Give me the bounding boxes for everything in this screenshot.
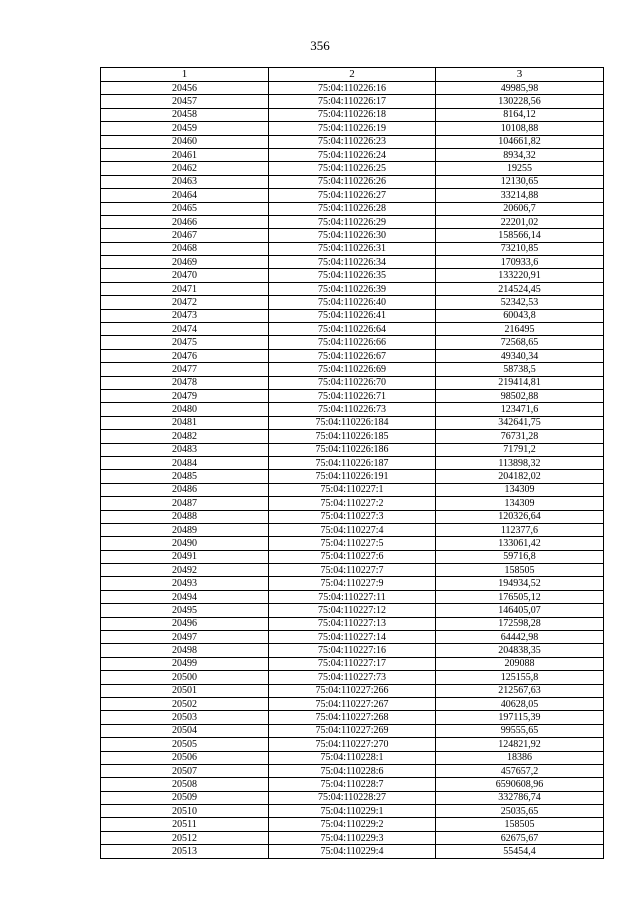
value-cell: 204838,35 (436, 644, 604, 657)
row-number-cell: 20493 (101, 577, 269, 590)
table-row (101, 309, 604, 322)
cadastral-number-cell: 75:04:110229:2 (269, 818, 436, 831)
value-cell: 123471,6 (436, 403, 604, 416)
row-number-cell: 20475 (101, 336, 269, 349)
table-row (101, 724, 604, 737)
cadastral-number-cell: 75:04:110229:3 (269, 831, 436, 844)
table-row (101, 363, 604, 376)
table-row (101, 336, 604, 349)
row-number-cell: 20482 (101, 430, 269, 443)
cadastral-number-cell: 75:04:110226:191 (269, 470, 436, 483)
value-cell: 214524,45 (436, 282, 604, 295)
value-cell: 204182,02 (436, 470, 604, 483)
row-number-cell: 20468 (101, 242, 269, 255)
value-cell: 197115,39 (436, 711, 604, 724)
table-row (101, 229, 604, 242)
table-row (101, 657, 604, 670)
value-cell: 12130,65 (436, 175, 604, 188)
value-cell: 133061,42 (436, 537, 604, 550)
row-number-cell: 20511 (101, 818, 269, 831)
cadastral-number-cell: 75:04:110226:19 (269, 122, 436, 135)
row-number-cell: 20459 (101, 122, 269, 135)
cadastral-number-cell: 75:04:110227:11 (269, 590, 436, 603)
cadastral-number-cell: 75:04:110227:6 (269, 550, 436, 563)
table-row (101, 778, 604, 791)
row-number-cell: 20480 (101, 403, 269, 416)
cadastral-number-cell: 75:04:110228:27 (269, 791, 436, 804)
value-cell: 33214,88 (436, 189, 604, 202)
row-number-cell: 20500 (101, 671, 269, 684)
table-row (101, 483, 604, 496)
table-row (101, 148, 604, 161)
cadastral-number-cell: 75:04:110226:24 (269, 148, 436, 161)
row-number-cell: 20476 (101, 349, 269, 362)
value-cell: 124821,92 (436, 738, 604, 751)
row-number-cell: 20502 (101, 697, 269, 710)
table-row (101, 376, 604, 389)
row-number-cell: 20492 (101, 564, 269, 577)
cadastral-number-cell: 75:04:110229:4 (269, 845, 436, 858)
row-number-cell: 20489 (101, 523, 269, 536)
row-number-cell: 20469 (101, 256, 269, 269)
table-row (101, 403, 604, 416)
cadastral-number-cell: 75:04:110228:7 (269, 778, 436, 791)
table-row (101, 711, 604, 724)
table-row (101, 456, 604, 469)
value-cell: 98502,88 (436, 389, 604, 402)
cadastral-number-cell: 75:04:110227:14 (269, 631, 436, 644)
table-row (101, 550, 604, 563)
table-row (101, 604, 604, 617)
cadastral-number-cell: 75:04:110226:70 (269, 376, 436, 389)
row-number-cell: 20506 (101, 751, 269, 764)
row-number-cell: 20508 (101, 778, 269, 791)
row-number-cell: 20457 (101, 95, 269, 108)
cadastral-number-cell: 75:04:110227:268 (269, 711, 436, 724)
value-cell: 76731,28 (436, 430, 604, 443)
cadastral-number-cell: 75:04:110227:13 (269, 617, 436, 630)
value-cell: 158566,14 (436, 229, 604, 242)
value-cell: 112377,6 (436, 523, 604, 536)
cadastral-number-cell: 75:04:110227:1 (269, 483, 436, 496)
value-cell: 194934,52 (436, 577, 604, 590)
cadastral-number-cell: 75:04:110226:186 (269, 443, 436, 456)
table-row (101, 684, 604, 697)
cadastral-number-cell: 75:04:110226:69 (269, 363, 436, 376)
row-number-cell: 20465 (101, 202, 269, 215)
cadastral-number-cell: 75:04:110226:66 (269, 336, 436, 349)
cadastral-number-cell: 75:04:110226:23 (269, 135, 436, 148)
cadastral-number-cell: 75:04:110227:4 (269, 523, 436, 536)
column-header-2: 2 (269, 68, 436, 82)
cadastral-number-cell: 75:04:110226:67 (269, 349, 436, 362)
row-number-cell: 20478 (101, 376, 269, 389)
value-cell: 49985,98 (436, 82, 604, 95)
value-cell: 19255 (436, 162, 604, 175)
table-row (101, 202, 604, 215)
cadastral-number-cell: 75:04:110229:1 (269, 805, 436, 818)
value-cell: 59716,8 (436, 550, 604, 563)
cadastral-number-cell: 75:04:110226:29 (269, 215, 436, 228)
row-number-cell: 20483 (101, 443, 269, 456)
row-number-cell: 20488 (101, 510, 269, 523)
table-row (101, 122, 604, 135)
row-number-cell: 20474 (101, 323, 269, 336)
row-number-cell: 20510 (101, 805, 269, 818)
row-number-cell: 20512 (101, 831, 269, 844)
cadastral-number-cell: 75:04:110227:17 (269, 657, 436, 670)
value-cell: 216495 (436, 323, 604, 336)
cadastral-number-cell: 75:04:110228:6 (269, 764, 436, 777)
table-row (101, 617, 604, 630)
cadastral-number-cell: 75:04:110226:18 (269, 108, 436, 121)
row-number-cell: 20485 (101, 470, 269, 483)
cadastral-number-cell: 75:04:110227:3 (269, 510, 436, 523)
cadastral-number-cell: 75:04:110226:184 (269, 416, 436, 429)
table-row (101, 590, 604, 603)
value-cell: 55454,4 (436, 845, 604, 858)
value-cell: 172598,28 (436, 617, 604, 630)
cadastral-number-cell: 75:04:110226:27 (269, 189, 436, 202)
value-cell: 125155,8 (436, 671, 604, 684)
value-cell: 342641,75 (436, 416, 604, 429)
cadastral-number-cell: 75:04:110226:28 (269, 202, 436, 215)
table-row (101, 389, 604, 402)
row-number-cell: 20490 (101, 537, 269, 550)
cadastral-number-cell: 75:04:110227:7 (269, 564, 436, 577)
cadastral-number-cell: 75:04:110226:31 (269, 242, 436, 255)
row-number-cell: 20484 (101, 456, 269, 469)
table-row (101, 349, 604, 362)
row-number-cell: 20507 (101, 764, 269, 777)
value-cell: 71791,2 (436, 443, 604, 456)
column-header-3: 3 (436, 68, 604, 82)
row-number-cell: 20464 (101, 189, 269, 202)
value-cell: 176505,12 (436, 590, 604, 603)
cadastral-number-cell: 75:04:110227:73 (269, 671, 436, 684)
value-cell: 72568,65 (436, 336, 604, 349)
cadastral-number-cell: 75:04:110227:9 (269, 577, 436, 590)
table-row (101, 430, 604, 443)
table-row (101, 108, 604, 121)
value-cell: 130228,56 (436, 95, 604, 108)
row-number-cell: 20496 (101, 617, 269, 630)
value-cell: 8934,32 (436, 148, 604, 161)
row-number-cell: 20479 (101, 389, 269, 402)
table-row (101, 175, 604, 188)
row-number-cell: 20481 (101, 416, 269, 429)
value-cell: 209088 (436, 657, 604, 670)
table-row (101, 323, 604, 336)
cadastral-number-cell: 75:04:110226:71 (269, 389, 436, 402)
value-cell: 8164,12 (436, 108, 604, 121)
value-cell: 6590608,96 (436, 778, 604, 791)
value-cell: 58738,5 (436, 363, 604, 376)
cadastral-number-cell: 75:04:110226:30 (269, 229, 436, 242)
row-number-cell: 20497 (101, 631, 269, 644)
row-number-cell: 20509 (101, 791, 269, 804)
row-number-cell: 20494 (101, 590, 269, 603)
cadastral-number-cell: 75:04:110226:34 (269, 256, 436, 269)
table-row (101, 845, 604, 858)
value-cell: 146405,07 (436, 604, 604, 617)
column-header-1: 1 (101, 68, 269, 82)
cadastral-table (100, 67, 604, 859)
cadastral-number-cell: 75:04:110227:12 (269, 604, 436, 617)
value-cell: 219414,81 (436, 376, 604, 389)
value-cell: 18386 (436, 751, 604, 764)
table-header-row (101, 68, 604, 82)
row-number-cell: 20461 (101, 148, 269, 161)
table-row (101, 215, 604, 228)
cadastral-number-cell: 75:04:110226:17 (269, 95, 436, 108)
table-row (101, 282, 604, 295)
table-body (101, 82, 604, 859)
table-row (101, 443, 604, 456)
row-number-cell: 20462 (101, 162, 269, 175)
cadastral-number-cell: 75:04:110226:40 (269, 296, 436, 309)
row-number-cell: 20467 (101, 229, 269, 242)
value-cell: 104661,82 (436, 135, 604, 148)
cadastral-number-cell: 75:04:110227:5 (269, 537, 436, 550)
cadastral-number-cell: 75:04:110226:26 (269, 175, 436, 188)
cadastral-number-cell: 75:04:110227:270 (269, 738, 436, 751)
table-row (101, 697, 604, 710)
value-cell: 73210,85 (436, 242, 604, 255)
value-cell: 332786,74 (436, 791, 604, 804)
value-cell: 52342,53 (436, 296, 604, 309)
row-number-cell: 20477 (101, 363, 269, 376)
table-row (101, 738, 604, 751)
table-row (101, 764, 604, 777)
value-cell: 158505 (436, 818, 604, 831)
table-row (101, 256, 604, 269)
value-cell: 10108,88 (436, 122, 604, 135)
cadastral-number-cell: 75:04:110228:1 (269, 751, 436, 764)
row-number-cell: 20486 (101, 483, 269, 496)
table-row (101, 831, 604, 844)
value-cell: 64442,98 (436, 631, 604, 644)
table-row (101, 644, 604, 657)
table-row (101, 135, 604, 148)
value-cell: 457657,2 (436, 764, 604, 777)
row-number-cell: 20473 (101, 309, 269, 322)
value-cell: 212567,63 (436, 684, 604, 697)
row-number-cell: 20498 (101, 644, 269, 657)
cadastral-number-cell: 75:04:110227:2 (269, 497, 436, 510)
value-cell: 133220,91 (436, 269, 604, 282)
table-row (101, 523, 604, 536)
table-row (101, 671, 604, 684)
cadastral-number-cell: 75:04:110227:266 (269, 684, 436, 697)
table-row (101, 269, 604, 282)
cadastral-number-cell: 75:04:110226:39 (269, 282, 436, 295)
value-cell: 134309 (436, 483, 604, 496)
row-number-cell: 20456 (101, 82, 269, 95)
cadastral-number-cell: 75:04:110226:185 (269, 430, 436, 443)
table-row (101, 296, 604, 309)
row-number-cell: 20466 (101, 215, 269, 228)
table-row (101, 631, 604, 644)
row-number-cell: 20491 (101, 550, 269, 563)
value-cell: 99555,65 (436, 724, 604, 737)
row-number-cell: 20487 (101, 497, 269, 510)
row-number-cell: 20505 (101, 738, 269, 751)
cadastral-number-cell: 75:04:110226:73 (269, 403, 436, 416)
value-cell: 20606,7 (436, 202, 604, 215)
cadastral-number-cell: 75:04:110226:41 (269, 309, 436, 322)
cadastral-number-cell: 75:04:110227:16 (269, 644, 436, 657)
row-number-cell: 20460 (101, 135, 269, 148)
value-cell: 22201,02 (436, 215, 604, 228)
row-number-cell: 20499 (101, 657, 269, 670)
table-row (101, 416, 604, 429)
cadastral-number-cell: 75:04:110227:267 (269, 697, 436, 710)
row-number-cell: 20513 (101, 845, 269, 858)
row-number-cell: 20470 (101, 269, 269, 282)
row-number-cell: 20501 (101, 684, 269, 697)
cadastral-number-cell: 75:04:110227:269 (269, 724, 436, 737)
table-row (101, 95, 604, 108)
value-cell: 120326,64 (436, 510, 604, 523)
table-row (101, 510, 604, 523)
table-row (101, 805, 604, 818)
value-cell: 25035,65 (436, 805, 604, 818)
cadastral-number-cell: 75:04:110226:35 (269, 269, 436, 282)
value-cell: 134309 (436, 497, 604, 510)
page-number: 356 (310, 38, 330, 53)
row-number-cell: 20472 (101, 296, 269, 309)
cadastral-number-cell: 75:04:110226:187 (269, 456, 436, 469)
table-row (101, 82, 604, 95)
value-cell: 40628,05 (436, 697, 604, 710)
cadastral-number-cell: 75:04:110226:16 (269, 82, 436, 95)
table-row (101, 162, 604, 175)
cadastral-number-cell: 75:04:110226:25 (269, 162, 436, 175)
table-row (101, 751, 604, 764)
table-row (101, 818, 604, 831)
value-cell: 158505 (436, 564, 604, 577)
value-cell: 170933,6 (436, 256, 604, 269)
row-number-cell: 20504 (101, 724, 269, 737)
value-cell: 60043,8 (436, 309, 604, 322)
value-cell: 62675,67 (436, 831, 604, 844)
row-number-cell: 20495 (101, 604, 269, 617)
row-number-cell: 20503 (101, 711, 269, 724)
table-row (101, 537, 604, 550)
table-row (101, 577, 604, 590)
row-number-cell: 20463 (101, 175, 269, 188)
cadastral-number-cell: 75:04:110226:64 (269, 323, 436, 336)
table-row (101, 564, 604, 577)
table-row (101, 791, 604, 804)
value-cell: 113898,32 (436, 456, 604, 469)
table-row (101, 470, 604, 483)
row-number-cell: 20471 (101, 282, 269, 295)
table-row (101, 497, 604, 510)
table-row (101, 242, 604, 255)
value-cell: 49340,34 (436, 349, 604, 362)
row-number-cell: 20458 (101, 108, 269, 121)
table-row (101, 189, 604, 202)
